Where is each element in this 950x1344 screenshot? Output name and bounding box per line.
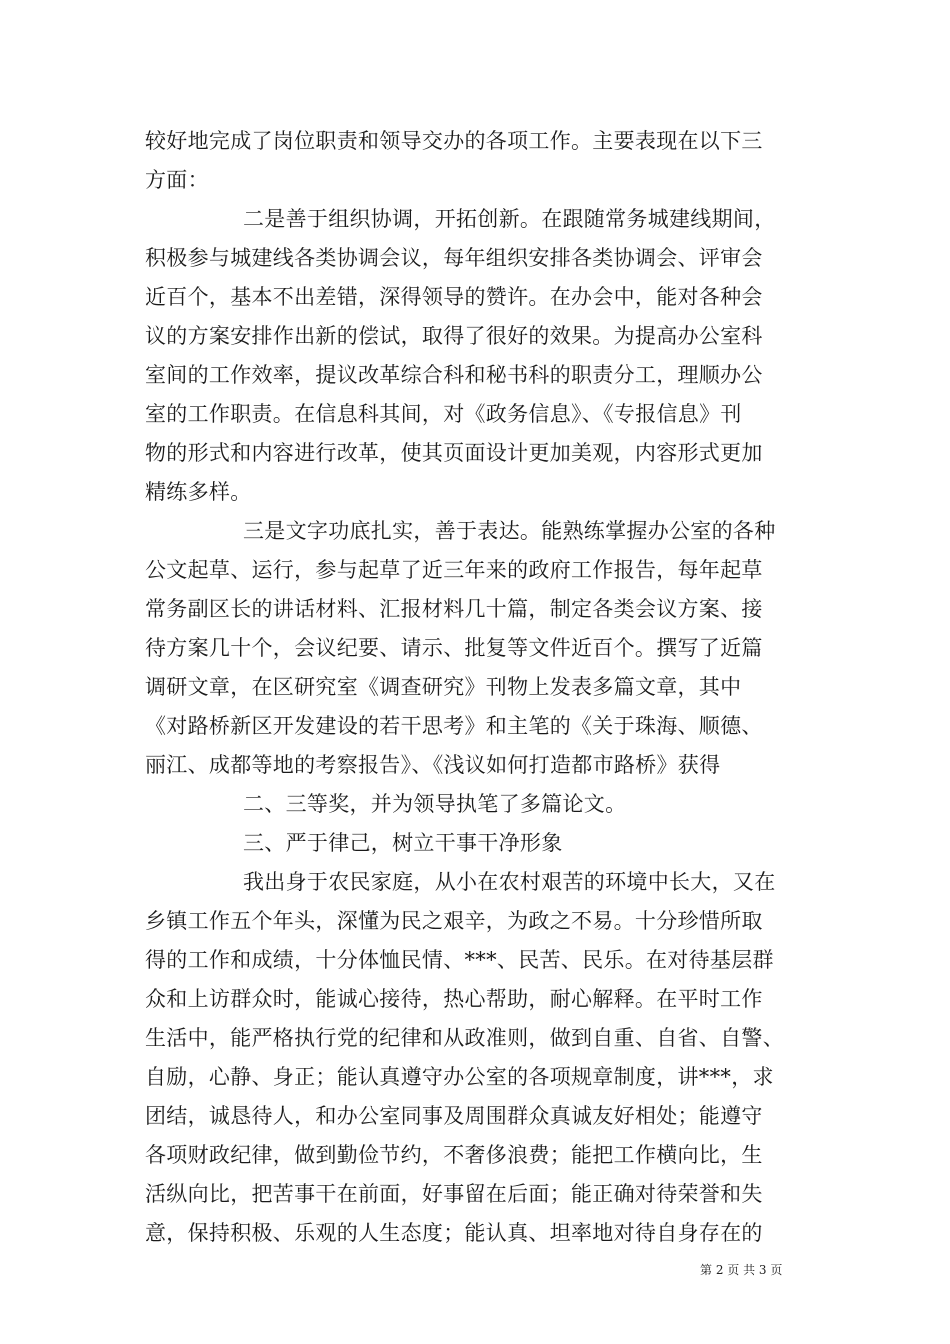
paragraph-start: 二是善于组织协调，开拓创新。在跟随常务城建线期间， bbox=[243, 207, 776, 231]
text-line: 乡镇工作五个年头，深懂为民之艰辛，为政之不易。十分珍惜所取 bbox=[145, 909, 763, 933]
text-line: 待方案几十个，会议纪要、请示、批复等文件近百个。撰写了近篇 bbox=[145, 636, 763, 660]
text-line: 室间的工作效率，提议改革综合科和秘书科的职责分工，理顺办公 bbox=[145, 363, 763, 387]
text-line: 议的方案安排作出新的偿试，取得了很好的效果。为提高办公室科 bbox=[145, 324, 763, 348]
text-line: 自励，心静、身正；能认真遵守办公室的各项规章制度，讲***，求 bbox=[145, 1065, 774, 1089]
paragraph-start: 我出身于农民家庭，从小在农村艰苦的环境中长大，又在 bbox=[243, 870, 776, 894]
text-line: 精练多样。 bbox=[145, 480, 252, 504]
text-line: 团结，诚恳待人，和办公室同事及周围群众真诚友好相处；能遵守 bbox=[145, 1104, 763, 1128]
text-line: 公文起草、运行，参与起草了近三年来的政府工作报告，每年起草 bbox=[145, 558, 763, 582]
text-line: 活纵向比，把苦事干在前面，好事留在后面；能正确对待荣誉和失 bbox=[145, 1182, 763, 1206]
text-line: 物的形式和内容进行改革，使其页面设计更加美观，内容形式更加 bbox=[145, 441, 763, 465]
text-line: 常务副区长的讲话材料、汇报材料几十篇，制定各类会议方案、接 bbox=[145, 597, 763, 621]
text-line: 生活中，能严格执行党的纪律和从政准则，做到自重、自省、自警、 bbox=[145, 1026, 784, 1050]
text-line: 积极参与城建线各类协调会议，每年组织安排各类协调会、评审会 bbox=[145, 246, 763, 270]
section-heading: 三、严于律己，树立干事干净形象 bbox=[243, 831, 563, 855]
text-line: 方面： bbox=[145, 168, 209, 192]
text-line: 意，保持积极、乐观的人生态度；能认真、坦率地对待自身存在的 bbox=[145, 1221, 763, 1245]
text-line: 得的工作和成绩，十分体恤民情、***、民苦、民乐。在对待基层群 bbox=[145, 948, 774, 972]
text-line: 较好地完成了岗位职责和领导交办的各项工作。主要表现在以下三 bbox=[145, 129, 763, 153]
text-line: 近百个，基本不出差错，深得领导的赞许。在办会中，能对各种会 bbox=[145, 285, 763, 309]
paragraph-start: 二、三等奖，并为领导执笔了多篇论文。 bbox=[243, 792, 627, 816]
paragraph-start: 三是文字功底扎实，善于表达。能熟练掌握办公室的各种 bbox=[243, 519, 776, 543]
page-number-footer: 第 2 页 共 3 页 bbox=[700, 1263, 783, 1277]
text-line: 调研文章，在区研究室《调查研究》刊物上发表多篇文章，其中 bbox=[145, 675, 742, 699]
text-line: 众和上访群众时，能诚心接待，热心帮助，耐心解释。在平时工作 bbox=[145, 987, 763, 1011]
text-line: 《对路桥新区开发建设的若干思考》和主笔的《关于珠海、顺德、 bbox=[145, 714, 763, 738]
text-line: 室的工作职责。在信息科其间，对《政务信息》、《专报信息》刊 bbox=[145, 402, 742, 426]
text-line: 丽江、成都等地的考察报告》、《浅议如何打造都市路桥》获得 bbox=[145, 753, 721, 777]
text-line: 各项财政纪律，做到勤俭节约，不奢侈浪费；能把工作横向比，生 bbox=[145, 1143, 763, 1167]
